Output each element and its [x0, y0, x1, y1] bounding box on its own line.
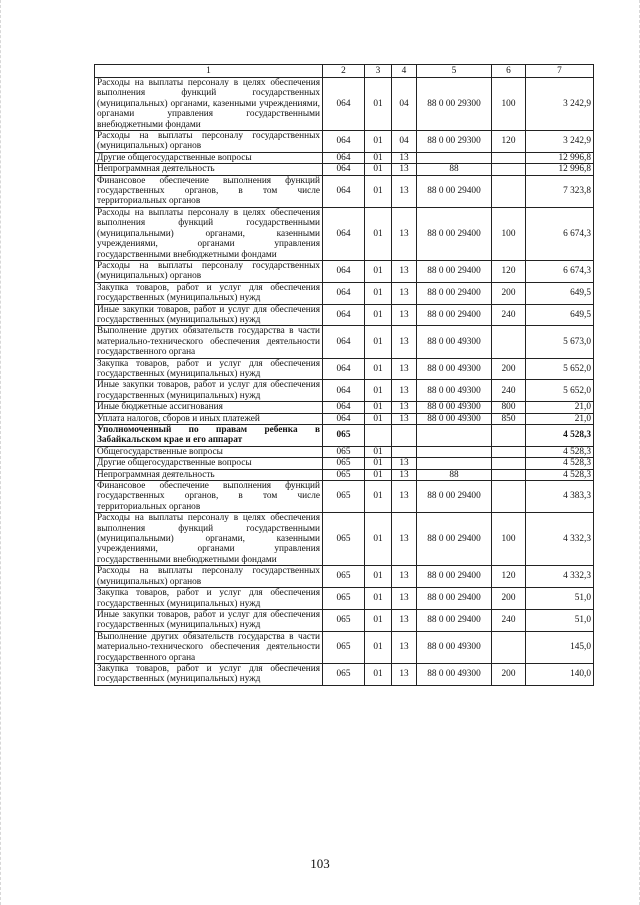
ministry-code-cell: 065 [323, 588, 365, 610]
amount-cell: 5 673,0 [526, 326, 594, 358]
section-code-cell: 01 [365, 175, 392, 207]
expense-name-cell: Финансовое обеспечение выполнения функций государственных органов, в том числе территориальных органов [95, 481, 323, 513]
section-code-cell: 01 [365, 78, 392, 131]
expense-type-cell [492, 326, 526, 358]
ministry-code-cell: 065 [323, 609, 365, 631]
target-article-cell: 88 0 00 29400 [417, 609, 492, 631]
expense-name-cell: Выполнение других обязательств государства в части материально-технического обеспечения деятельности государственного органа [95, 631, 323, 663]
subsection-code-cell: 13 [392, 458, 417, 469]
section-code-cell: 01 [365, 131, 392, 153]
expense-type-cell [492, 164, 526, 175]
amount-cell: 7 323,8 [526, 175, 594, 207]
amount-cell: 12 996,8 [526, 164, 594, 175]
amount-cell: 5 652,0 [526, 380, 594, 402]
target-article-cell: 88 0 00 29400 [417, 588, 492, 610]
expense-name-cell: Иные закупки товаров, работ и услуг для обеспечения государственных (муниципальных) нужд [95, 304, 323, 326]
target-article-cell [417, 425, 492, 447]
expense-name-cell: Другие общегосударственные вопросы [95, 152, 323, 163]
ministry-code-cell: 064 [323, 131, 365, 153]
target-article-cell: 88 0 00 49300 [417, 413, 492, 424]
subsection-code-cell: 13 [392, 175, 417, 207]
expense-name-cell: Расходы на выплаты персоналу государственных (муниципальных) органов [95, 260, 323, 282]
subsection-code-cell: 13 [392, 413, 417, 424]
expense-type-cell [492, 425, 526, 447]
expense-name-cell: Уплата налогов, сборов и иных платежей [95, 413, 323, 424]
subsection-code-cell [392, 425, 417, 447]
table-row [95, 631, 594, 663]
expense-name-cell: Непрограммная деятельность [95, 164, 323, 175]
amount-cell: 649,5 [526, 304, 594, 326]
ministry-code-cell: 064 [323, 78, 365, 131]
column-header: 3 [365, 65, 392, 78]
table-row [95, 175, 594, 207]
expense-type-cell: 240 [492, 609, 526, 631]
expense-type-cell [492, 152, 526, 163]
expense-type-cell: 200 [492, 588, 526, 610]
subsection-code-cell: 13 [392, 631, 417, 663]
subsection-code-cell [392, 446, 417, 457]
target-article-cell: 88 0 00 29400 [417, 282, 492, 304]
target-article-cell: 88 0 00 29400 [417, 513, 492, 566]
table-row [95, 207, 594, 260]
subsection-code-cell: 13 [392, 481, 417, 513]
subsection-code-cell: 13 [392, 152, 417, 163]
table-row [95, 458, 594, 469]
subsection-code-cell: 13 [392, 663, 417, 685]
subsection-code-cell: 04 [392, 131, 417, 153]
expense-type-cell [492, 446, 526, 457]
amount-cell: 4 332,3 [526, 513, 594, 566]
ministry-code-cell: 064 [323, 164, 365, 175]
subsection-code-cell: 13 [392, 260, 417, 282]
column-header: 1 [95, 65, 323, 78]
ministry-code-cell: 064 [323, 304, 365, 326]
amount-cell: 4 383,3 [526, 481, 594, 513]
section-code-cell: 01 [365, 413, 392, 424]
section-code-cell: 01 [365, 513, 392, 566]
column-header: 4 [392, 65, 417, 78]
expense-type-cell: 100 [492, 207, 526, 260]
amount-cell: 3 242,9 [526, 131, 594, 153]
section-code-cell: 01 [365, 402, 392, 413]
ministry-code-cell: 064 [323, 152, 365, 163]
amount-cell: 4 528,3 [526, 458, 594, 469]
table-row [95, 380, 594, 402]
section-code-cell: 01 [365, 663, 392, 685]
section-code-cell: 01 [365, 609, 392, 631]
section-code-cell: 01 [365, 458, 392, 469]
target-article-cell [417, 446, 492, 457]
expense-name-cell: Иные закупки товаров, работ и услуг для обеспечения государственных (муниципальных) нужд [95, 380, 323, 402]
subsection-code-cell: 13 [392, 469, 417, 480]
ministry-code-cell: 065 [323, 663, 365, 685]
section-code-cell: 01 [365, 260, 392, 282]
ministry-code-cell: 065 [323, 446, 365, 457]
amount-cell: 51,0 [526, 609, 594, 631]
table-row [95, 78, 594, 131]
section-code-cell: 01 [365, 304, 392, 326]
ministry-code-cell: 064 [323, 380, 365, 402]
ministry-code-cell: 064 [323, 282, 365, 304]
expense-name-cell: Закупка товаров, работ и услуг для обеспечения государственных (муниципальных) нужд [95, 282, 323, 304]
amount-cell: 4 332,3 [526, 566, 594, 588]
amount-cell: 145,0 [526, 631, 594, 663]
expense-type-cell: 100 [492, 513, 526, 566]
expense-name-cell: Расходы на выплаты персоналу в целях обеспечения выполнения функций государственными (муниципальными) органами, казенными учреждениями, органами управления государственными внебюджетными фондами [95, 207, 323, 260]
target-article-cell: 88 0 00 29400 [417, 481, 492, 513]
amount-cell: 6 674,3 [526, 260, 594, 282]
table-row [95, 131, 594, 153]
expense-type-cell: 100 [492, 78, 526, 131]
expense-type-cell: 120 [492, 131, 526, 153]
section-code-cell: 01 [365, 469, 392, 480]
section-code-cell: 01 [365, 282, 392, 304]
amount-cell: 12 996,8 [526, 152, 594, 163]
expense-type-cell: 200 [492, 663, 526, 685]
ministry-code-cell: 065 [323, 481, 365, 513]
target-article-cell: 88 0 00 29400 [417, 260, 492, 282]
section-code-cell: 01 [365, 588, 392, 610]
subsection-code-cell: 13 [392, 326, 417, 358]
expense-name-cell: Расходы на выплаты персоналу в целях обеспечения выполнения функций государственных (муниципальных) органами, казенными учреждениями, органами управления государственными внебюджетными фондами [95, 78, 323, 131]
subsection-code-cell: 13 [392, 358, 417, 380]
target-article-cell: 88 [417, 164, 492, 175]
target-article-cell: 88 0 00 29400 [417, 566, 492, 588]
subsection-code-cell: 13 [392, 609, 417, 631]
table-row [95, 326, 594, 358]
section-code-cell: 01 [365, 446, 392, 457]
table-row [95, 282, 594, 304]
ministry-code-cell: 065 [323, 513, 365, 566]
ministry-code-cell: 064 [323, 326, 365, 358]
table-row [95, 663, 594, 685]
target-article-cell: 88 0 00 49300 [417, 380, 492, 402]
expense-type-cell [492, 458, 526, 469]
table-row [95, 304, 594, 326]
expense-name-cell: Выполнение других обязательств государства в части материально-технического обеспечения деятельности государственного органа [95, 326, 323, 358]
amount-cell: 51,0 [526, 588, 594, 610]
amount-cell: 4 528,3 [526, 446, 594, 457]
ministry-code-cell: 064 [323, 413, 365, 424]
amount-cell: 3 242,9 [526, 78, 594, 131]
expense-name-cell: Финансовое обеспечение выполнения функций государственных органов, в том числе территориальных органов [95, 175, 323, 207]
target-article-cell: 88 0 00 29400 [417, 207, 492, 260]
target-article-cell: 88 0 00 49300 [417, 663, 492, 685]
ministry-code-cell: 064 [323, 402, 365, 413]
expense-type-cell: 800 [492, 402, 526, 413]
table-row [95, 481, 594, 513]
table-body [95, 78, 594, 686]
expense-name-cell: Закупка товаров, работ и услуг для обеспечения государственных (муниципальных) нужд [95, 663, 323, 685]
budget-table [94, 64, 594, 686]
ministry-code-cell: 065 [323, 425, 365, 447]
subsection-code-cell: 13 [392, 588, 417, 610]
expense-name-cell: Уполномоченный по правам ребенка в Забайкальском крае и его аппарат [95, 425, 323, 447]
table-row [95, 513, 594, 566]
target-article-cell: 88 0 00 29400 [417, 304, 492, 326]
expense-type-cell: 200 [492, 358, 526, 380]
ministry-code-cell: 065 [323, 469, 365, 480]
section-code-cell: 01 [365, 481, 392, 513]
target-article-cell: 88 0 00 49300 [417, 326, 492, 358]
subsection-code-cell: 13 [392, 282, 417, 304]
ministry-code-cell: 064 [323, 175, 365, 207]
expense-name-cell: Непрограммная деятельность [95, 469, 323, 480]
target-article-cell: 88 0 00 49300 [417, 358, 492, 380]
subsection-code-cell: 13 [392, 164, 417, 175]
table-row [95, 609, 594, 631]
table-row [95, 566, 594, 588]
expense-type-cell: 200 [492, 282, 526, 304]
table-row [95, 425, 594, 447]
section-code-cell: 01 [365, 152, 392, 163]
section-code-cell: 01 [365, 207, 392, 260]
ministry-code-cell: 064 [323, 207, 365, 260]
ministry-code-cell: 065 [323, 566, 365, 588]
target-article-cell: 88 0 00 29300 [417, 131, 492, 153]
amount-cell: 6 674,3 [526, 207, 594, 260]
table-row [95, 588, 594, 610]
column-header: 5 [417, 65, 492, 78]
amount-cell: 4 528,3 [526, 425, 594, 447]
ministry-code-cell: 064 [323, 358, 365, 380]
amount-cell: 5 652,0 [526, 358, 594, 380]
expense-name-cell: Расходы на выплаты персоналу в целях обеспечения выполнения функций государственными (муниципальными) органами, казенными учреждениями, органами управления государственными внебюджетными фондами [95, 513, 323, 566]
table-row [95, 164, 594, 175]
expense-name-cell: Закупка товаров, работ и услуг для обеспечения государственных (муниципальных) нужд [95, 588, 323, 610]
target-article-cell: 88 0 00 49300 [417, 631, 492, 663]
section-code-cell: 01 [365, 326, 392, 358]
subsection-code-cell: 13 [392, 380, 417, 402]
column-header: 6 [492, 65, 526, 78]
expense-type-cell [492, 469, 526, 480]
table-row [95, 260, 594, 282]
subsection-code-cell: 13 [392, 304, 417, 326]
expense-name-cell: Закупка товаров, работ и услуг для обеспечения государственных (муниципальных) нужд [95, 358, 323, 380]
section-code-cell: 01 [365, 380, 392, 402]
table-row [95, 413, 594, 424]
page-number: 103 [310, 856, 330, 871]
expense-name-cell: Другие общегосударственные вопросы [95, 458, 323, 469]
ministry-code-cell: 065 [323, 458, 365, 469]
amount-cell: 21,0 [526, 413, 594, 424]
subsection-code-cell: 04 [392, 78, 417, 131]
target-article-cell [417, 458, 492, 469]
column-header: 7 [526, 65, 594, 78]
amount-cell: 21,0 [526, 402, 594, 413]
section-code-cell: 01 [365, 631, 392, 663]
expense-name-cell: Иные закупки товаров, работ и услуг для обеспечения государственных (муниципальных) нужд [95, 609, 323, 631]
amount-cell: 649,5 [526, 282, 594, 304]
table-row [95, 446, 594, 457]
expense-type-cell [492, 631, 526, 663]
expense-type-cell: 850 [492, 413, 526, 424]
target-article-cell [417, 152, 492, 163]
ministry-code-cell: 065 [323, 631, 365, 663]
target-article-cell: 88 0 00 29400 [417, 175, 492, 207]
target-article-cell: 88 [417, 469, 492, 480]
column-header: 2 [323, 65, 365, 78]
subsection-code-cell: 13 [392, 402, 417, 413]
target-article-cell: 88 0 00 49300 [417, 402, 492, 413]
section-code-cell: 01 [365, 358, 392, 380]
ministry-code-cell: 064 [323, 260, 365, 282]
section-code-cell [365, 425, 392, 447]
table-row [95, 152, 594, 163]
header-row [95, 65, 594, 78]
expense-type-cell: 120 [492, 260, 526, 282]
expense-name-cell: Иные бюджетные ассигнования [95, 402, 323, 413]
section-code-cell: 01 [365, 566, 392, 588]
amount-cell: 140,0 [526, 663, 594, 685]
section-code-cell: 01 [365, 164, 392, 175]
table-row [95, 358, 594, 380]
expense-type-cell: 120 [492, 566, 526, 588]
subsection-code-cell: 13 [392, 207, 417, 260]
amount-cell: 4 528,3 [526, 469, 594, 480]
expense-type-cell: 240 [492, 304, 526, 326]
subsection-code-cell: 13 [392, 513, 417, 566]
subsection-code-cell: 13 [392, 566, 417, 588]
expense-name-cell: Общегосударственные вопросы [95, 446, 323, 457]
expense-type-cell [492, 481, 526, 513]
target-article-cell: 88 0 00 29300 [417, 78, 492, 131]
expense-type-cell: 240 [492, 380, 526, 402]
expense-type-cell [492, 175, 526, 207]
expense-name-cell: Расходы на выплаты персоналу государственных (муниципальных) органов [95, 566, 323, 588]
expense-name-cell: Расходы на выплаты персоналу государственных (муниципальных) органов [95, 131, 323, 153]
table-row [95, 469, 594, 480]
table-row [95, 402, 594, 413]
